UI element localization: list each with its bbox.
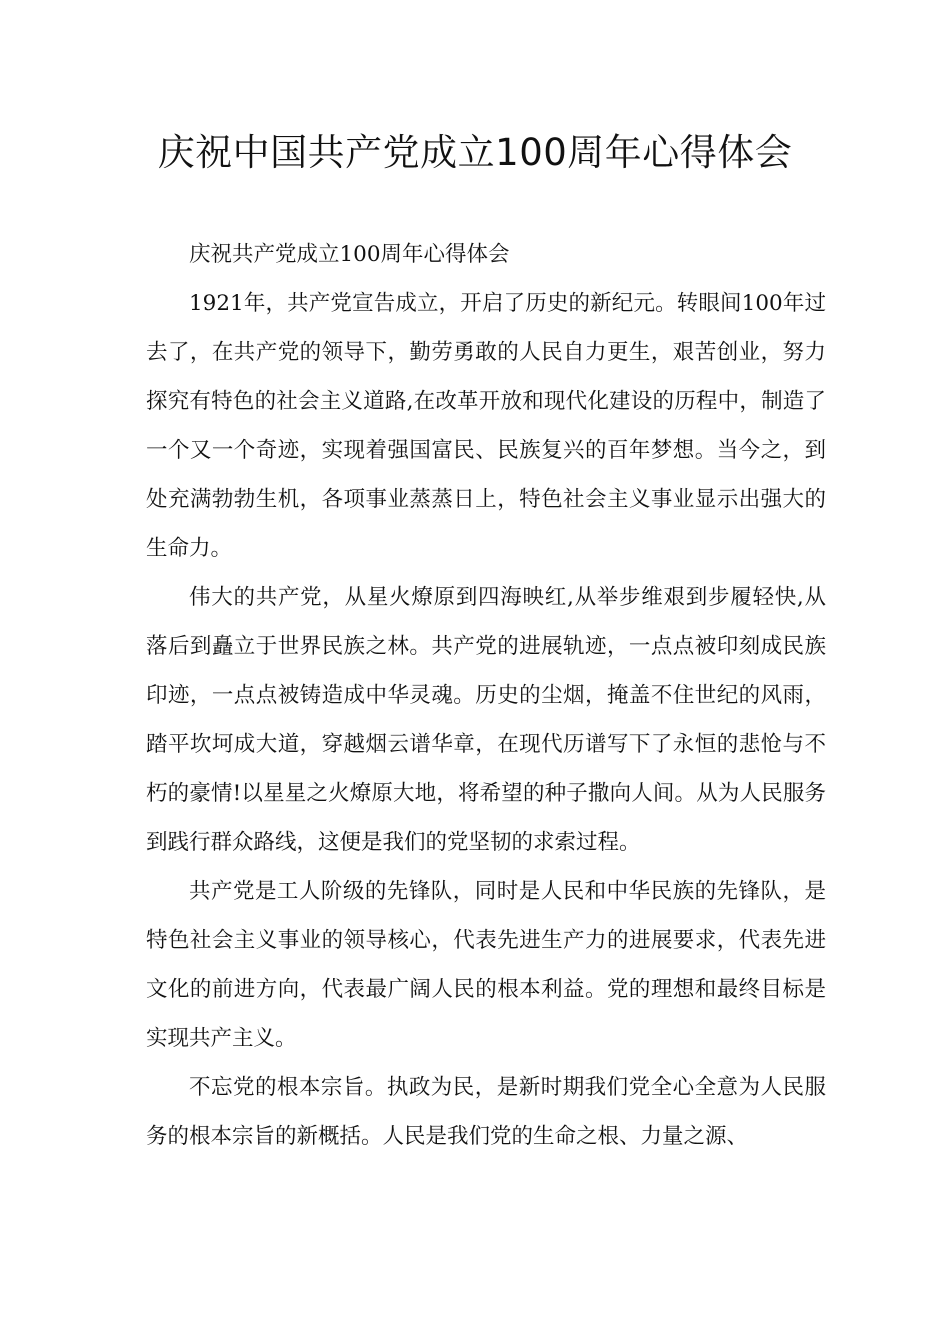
document-body xyxy=(146,230,826,1161)
document-subtitle: 庆祝共产党成立100周年心得体会 xyxy=(189,242,510,267)
paragraph-1: 1921年，共产党宣告成立，开启了历史的新纪元。转眼间100年过去了，在共产党的领导下，勤劳勇敢的人民自力更生，艰苦创业，努力探究有特色的社会主义道路,在改革开放和现代化建设的历程中，制造了一个又一个奇迹，实现着强国富民、民族复兴的百年梦想。当今之，到处充满勃勃生机，各项事业蒸蒸日上，特色社会主义事业显示出强大的生命力。 xyxy=(146,291,826,561)
paragraph-2: 伟大的共产党，从星火燎原到四海映红,从举步维艰到步履轻快,从落后到矗立于世界民族之林。共产党的进展轨迹，一点点被印刻成民族印迹，一点点被铸造成中华灵魂。历史的尘烟，掩盖不住世纪的风雨，踏平坎坷成大道，穿越烟云谱华章，在现代历谱写下了永恒的悲怆与不朽的豪情!以星星之火燎原大地，将希望的种子撒向人间。从为人民服务到践行群众路线，这便是我们的党坚韧的求索过程。 xyxy=(146,585,826,855)
document-title: 庆祝中国共产党成立100周年心得体会 xyxy=(157,131,793,174)
paragraph-3: 共产党是工人阶级的先锋队，同时是人民和中华民族的先锋队，是特色社会主义事业的领导核心，代表先进生产力的进展要求，代表先进文化的前进方向，代表最广阔人民的根本利益。党的理想和最终目标是实现共产主义。 xyxy=(146,879,826,1051)
paragraph-4: 不忘党的根本宗旨。执政为民，是新时期我们党全心全意为人民服务的根本宗旨的新概括。人民是我们党的生命之根、力量之源、 xyxy=(146,1075,826,1149)
